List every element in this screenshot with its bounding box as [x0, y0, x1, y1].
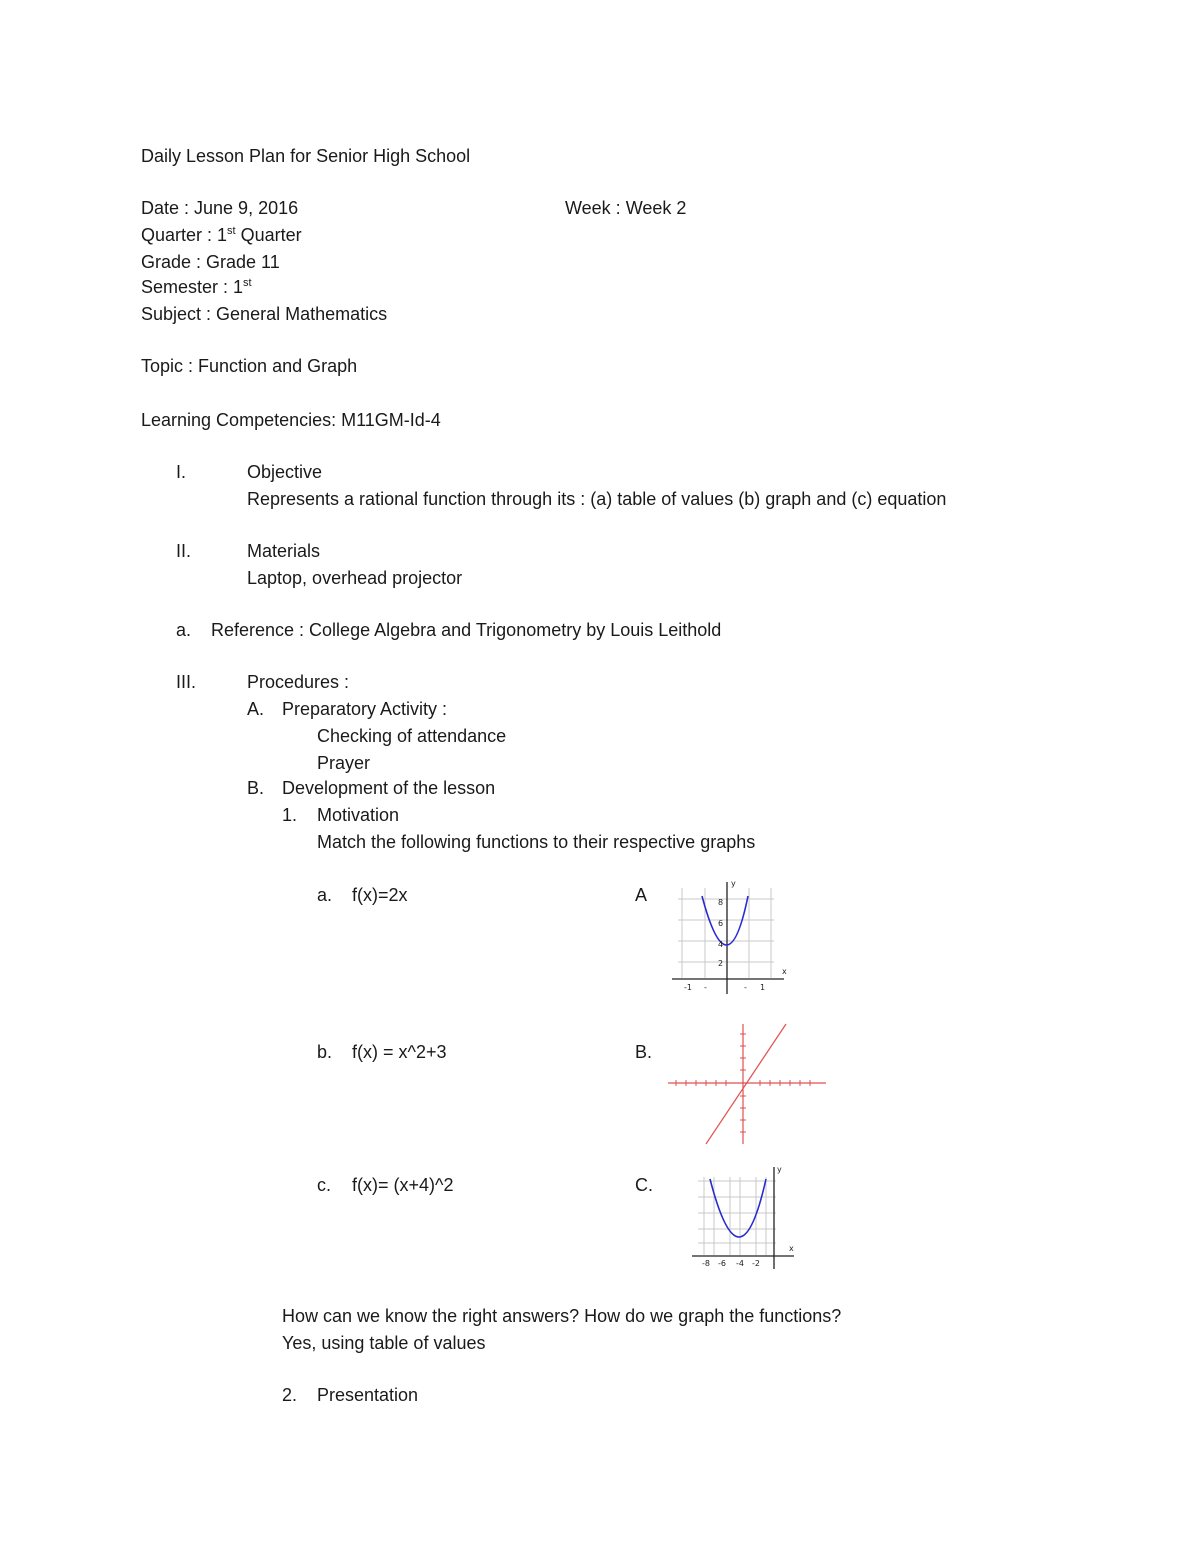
graph-a-y-tick: 2 [718, 959, 724, 968]
graph-a-y-tick: 4 [718, 940, 724, 949]
grade-line: Grade : Grade 11 [141, 252, 280, 272]
graph-a-y-axis-label: y [731, 879, 736, 888]
objective-numeral: I. [176, 462, 187, 482]
graph-b-image [666, 1022, 828, 1146]
reference-marker: a. [176, 620, 192, 640]
graph-c-x-axis-label: x [789, 1244, 794, 1253]
motivation-marker: 1. [282, 805, 298, 825]
graph-c-x-tick: -8 [702, 1259, 710, 1268]
graph-c-x-tick: -6 [718, 1259, 726, 1268]
development-heading: Development of the lesson [282, 778, 496, 798]
graph-a-x-tick: 1 [760, 983, 766, 992]
graph-a-image [668, 878, 790, 996]
reference-text: Reference : College Algebra and Trigonometry by Louis Leithold [211, 620, 722, 640]
graph-a-x-tick: - [744, 983, 747, 992]
function-text: f(x)= (x+4)^2 [352, 1175, 454, 1195]
topic-line: Topic : Function and Graph [141, 356, 358, 376]
subject-line: Subject : General Mathematics [141, 304, 388, 324]
graph-a-y-tick: 8 [718, 898, 724, 907]
graph-label-b: B. [635, 1042, 653, 1062]
function-marker: c. [317, 1175, 332, 1195]
presentation-marker: 2. [282, 1385, 298, 1405]
objective-heading: Objective [247, 462, 323, 482]
preparatory-item: Checking of attendance [317, 726, 507, 746]
procedures-heading: Procedures : [247, 672, 350, 692]
document-title: Daily Lesson Plan for Senior High School [141, 146, 471, 166]
motivation-heading: Motivation [317, 805, 400, 825]
graph-c-y-axis-label: y [777, 1165, 782, 1174]
materials-heading: Materials [247, 541, 321, 561]
graph-label-c: C. [635, 1175, 653, 1195]
preparatory-heading: Preparatory Activity : [282, 699, 448, 719]
graph-c-x-tick: -2 [752, 1259, 760, 1268]
competencies-line: Learning Competencies: M11GM-Id-4 [141, 410, 441, 430]
question-text: How can we know the right answers? How do we graph the functions? [282, 1306, 842, 1326]
motivation-text: Match the following functions to their respective graphs [317, 832, 756, 852]
graph-a-x-tick: - [704, 983, 707, 992]
week-line: Week : Week 2 [565, 198, 687, 218]
graph-c-x-tick: -4 [736, 1259, 744, 1268]
semester-line: Semester : 1st [141, 277, 252, 297]
materials-numeral: II. [176, 541, 192, 561]
function-text: f(x)=2x [352, 885, 408, 905]
graph-a-x-axis-label: x [782, 967, 787, 976]
function-text: f(x) = x^2+3 [352, 1042, 447, 1062]
objective-text: Represents a rational function through its : (a) table of values (b) graph and (c) equation [247, 489, 947, 509]
preparatory-marker: A. [247, 699, 265, 719]
graph-a-y-tick: 6 [718, 919, 724, 928]
presentation-heading: Presentation [317, 1385, 419, 1405]
graph-label-a: A [635, 885, 648, 905]
materials-text: Laptop, overhead projector [247, 568, 463, 588]
function-marker: a. [317, 885, 333, 905]
quarter-line: Quarter : 1st Quarter [141, 225, 302, 245]
graph-c-image [690, 1163, 798, 1273]
preparatory-item: Prayer [317, 753, 371, 773]
development-marker: B. [247, 778, 265, 798]
answer-text: Yes, using table of values [282, 1333, 486, 1353]
date-line: Date : June 9, 2016 [141, 198, 299, 218]
function-marker: b. [317, 1042, 333, 1062]
graph-a-x-tick: -1 [684, 983, 692, 992]
procedures-numeral: III. [176, 672, 197, 692]
